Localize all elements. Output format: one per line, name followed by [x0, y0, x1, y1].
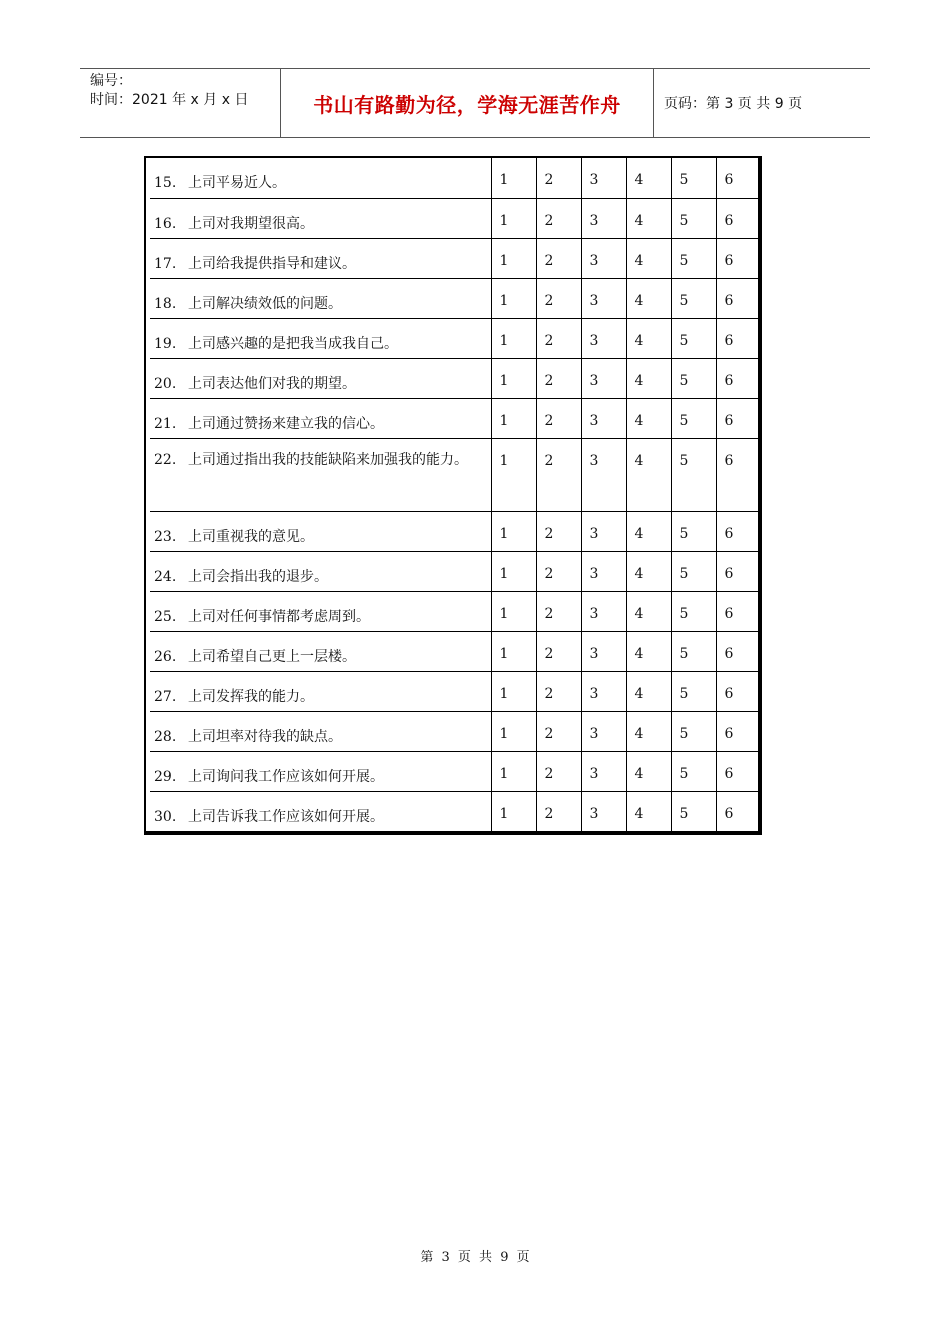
- rating-option-5[interactable]: 5: [671, 278, 716, 318]
- rating-option-4[interactable]: 4: [626, 671, 671, 711]
- item-number: 28.: [154, 728, 177, 745]
- item-number: 20.: [154, 375, 177, 392]
- rating-option-3[interactable]: 3: [581, 591, 626, 631]
- rating-option-5[interactable]: 5: [671, 198, 716, 238]
- rating-option-3[interactable]: 3: [581, 318, 626, 358]
- item-text: 上司通过赞扬来建立我的信心。: [188, 415, 384, 432]
- table-row: [150, 398, 758, 438]
- table-row: [150, 791, 758, 831]
- table-row: [150, 591, 758, 631]
- rating-option-3[interactable]: 3: [581, 551, 626, 591]
- rating-option-4[interactable]: 4: [626, 278, 671, 318]
- rating-option-4[interactable]: 4: [626, 791, 671, 831]
- rating-option-6[interactable]: 6: [716, 551, 758, 591]
- rating-option-4[interactable]: 4: [626, 318, 671, 358]
- item-text: 上司感兴趣的是把我当成我自己。: [188, 335, 398, 352]
- rating-option-2[interactable]: 2: [536, 358, 581, 398]
- rating-option-4[interactable]: 4: [626, 751, 671, 791]
- rating-option-1[interactable]: 1: [491, 278, 536, 318]
- rating-option-2[interactable]: 2: [536, 198, 581, 238]
- item-cell: [150, 198, 491, 238]
- rating-option-2[interactable]: 2: [536, 751, 581, 791]
- rating-option-6[interactable]: 6: [716, 278, 758, 318]
- item-text: 上司询问我工作应该如何开展。: [188, 768, 384, 785]
- rating-option-5[interactable]: 5: [671, 631, 716, 671]
- rating-option-3[interactable]: 3: [581, 238, 626, 278]
- item-text: 上司对任何事情都考虑周到。: [188, 608, 370, 625]
- item-text: 上司重视我的意见。: [188, 528, 314, 545]
- item-text: 上司希望自己更上一层楼。: [188, 648, 356, 665]
- rating-option-5[interactable]: 5: [671, 318, 716, 358]
- item-cell: [150, 158, 491, 198]
- rating-option-3[interactable]: 3: [581, 158, 626, 198]
- item-number: 16.: [154, 215, 177, 232]
- survey-table-frame: [144, 156, 762, 835]
- rating-option-4[interactable]: 4: [626, 198, 671, 238]
- rating-option-1[interactable]: 1: [491, 358, 536, 398]
- item-cell: [150, 318, 491, 358]
- rating-option-3[interactable]: 3: [581, 671, 626, 711]
- rating-option-5[interactable]: 5: [671, 398, 716, 438]
- item-cell: [150, 358, 491, 398]
- rating-option-1[interactable]: 1: [491, 751, 536, 791]
- rating-option-5[interactable]: 5: [671, 358, 716, 398]
- rating-option-6[interactable]: 6: [716, 631, 758, 671]
- table-row: [150, 318, 758, 358]
- rating-option-2[interactable]: 2: [536, 671, 581, 711]
- rating-option-3[interactable]: 3: [581, 511, 626, 551]
- rating-option-5[interactable]: 5: [671, 158, 716, 198]
- item-cell: [150, 551, 491, 591]
- item-number: 26.: [154, 648, 177, 665]
- item-cell: [150, 438, 491, 511]
- table-row: [150, 358, 758, 398]
- rating-option-6[interactable]: 6: [716, 198, 758, 238]
- rating-option-5[interactable]: 5: [671, 791, 716, 831]
- table-row: [150, 158, 758, 198]
- rating-option-3[interactable]: 3: [581, 398, 626, 438]
- rating-option-1[interactable]: 1: [491, 591, 536, 631]
- item-cell: [150, 751, 491, 791]
- rating-option-1[interactable]: 1: [491, 631, 536, 671]
- rating-option-4[interactable]: 4: [626, 631, 671, 671]
- rating-option-4[interactable]: 4: [626, 438, 671, 511]
- rating-option-5[interactable]: 5: [671, 238, 716, 278]
- table-row: [150, 551, 758, 591]
- rating-option-3[interactable]: 3: [581, 751, 626, 791]
- table-row: [150, 198, 758, 238]
- rating-option-6[interactable]: 6: [716, 438, 758, 511]
- survey-table: [150, 158, 758, 831]
- rating-option-4[interactable]: 4: [626, 551, 671, 591]
- rating-option-2[interactable]: 2: [536, 791, 581, 831]
- item-number: 15.: [154, 175, 177, 191]
- page-header: [80, 68, 870, 138]
- item-number: 23.: [154, 528, 177, 545]
- item-cell: [150, 591, 491, 631]
- date-label: 时间：2021 年 x 月 x 日: [90, 92, 249, 108]
- table-row: [150, 438, 758, 511]
- rating-option-2[interactable]: 2: [536, 318, 581, 358]
- item-text: 上司发挥我的能力。: [188, 688, 314, 705]
- rating-option-3[interactable]: 3: [581, 631, 626, 671]
- table-row: [150, 278, 758, 318]
- rating-option-1[interactable]: 1: [491, 198, 536, 238]
- rating-option-1[interactable]: 1: [491, 551, 536, 591]
- item-number: 24.: [154, 568, 177, 585]
- rating-option-3[interactable]: 3: [581, 278, 626, 318]
- rating-option-1[interactable]: 1: [491, 318, 536, 358]
- survey-rows: [150, 158, 758, 831]
- table-row: [150, 511, 758, 551]
- header-page-info: 页码：第 3 页 共 9 页: [664, 96, 803, 112]
- rating-option-6[interactable]: 6: [716, 711, 758, 751]
- item-cell: [150, 631, 491, 671]
- rating-option-1[interactable]: 1: [491, 158, 536, 198]
- table-row: [150, 238, 758, 278]
- rating-option-4[interactable]: 4: [626, 238, 671, 278]
- table-row: [150, 711, 758, 751]
- rating-option-5[interactable]: 5: [671, 751, 716, 791]
- rating-option-6[interactable]: 6: [716, 591, 758, 631]
- code-label: 编号：: [90, 73, 132, 89]
- rating-option-6[interactable]: 6: [716, 358, 758, 398]
- rating-option-5[interactable]: 5: [671, 591, 716, 631]
- item-number: 22.: [154, 451, 177, 468]
- item-cell: [150, 398, 491, 438]
- rating-option-5[interactable]: 5: [671, 711, 716, 751]
- rating-option-3[interactable]: 3: [581, 438, 626, 511]
- rating-option-2[interactable]: 2: [536, 158, 581, 198]
- rating-option-2[interactable]: 2: [536, 238, 581, 278]
- item-number: 30.: [154, 808, 177, 825]
- rating-option-3[interactable]: 3: [581, 791, 626, 831]
- rating-option-1[interactable]: 1: [491, 511, 536, 551]
- item-cell: [150, 511, 491, 551]
- rating-option-1[interactable]: 1: [491, 438, 536, 511]
- rating-option-6[interactable]: 6: [716, 238, 758, 278]
- rating-option-1[interactable]: 1: [491, 711, 536, 751]
- table-row: [150, 751, 758, 791]
- item-cell: [150, 791, 491, 831]
- table-row: [150, 671, 758, 711]
- header-motto: 书山有路勤为径，学海无涯苦作舟: [281, 69, 654, 137]
- rating-option-6[interactable]: 6: [716, 398, 758, 438]
- rating-option-2[interactable]: 2: [536, 631, 581, 671]
- item-number: 18.: [154, 295, 177, 312]
- page-footer: 第 3 页 共 9 页: [420, 1250, 530, 1265]
- rating-option-4[interactable]: 4: [626, 711, 671, 751]
- table-row: [150, 631, 758, 671]
- rating-option-6[interactable]: 6: [716, 671, 758, 711]
- rating-option-6[interactable]: 6: [716, 751, 758, 791]
- item-text: 上司平易近人。: [188, 175, 286, 191]
- item-cell: [150, 711, 491, 751]
- item-cell: [150, 238, 491, 278]
- item-text: 上司给我提供指导和建议。: [188, 255, 356, 272]
- rating-option-6[interactable]: 6: [716, 158, 758, 198]
- rating-option-3[interactable]: 3: [581, 198, 626, 238]
- rating-option-1[interactable]: 1: [491, 398, 536, 438]
- item-text: 上司坦率对待我的缺点。: [188, 728, 342, 745]
- rating-option-2[interactable]: 2: [536, 551, 581, 591]
- item-text: 上司会指出我的退步。: [188, 568, 328, 585]
- rating-option-3[interactable]: 3: [581, 358, 626, 398]
- rating-option-1[interactable]: 1: [491, 791, 536, 831]
- header-meta: [80, 69, 281, 137]
- rating-option-4[interactable]: 4: [626, 358, 671, 398]
- rating-option-6[interactable]: 6: [716, 791, 758, 831]
- rating-option-5[interactable]: 5: [671, 511, 716, 551]
- rating-option-5[interactable]: 5: [671, 438, 716, 511]
- rating-option-3[interactable]: 3: [581, 711, 626, 751]
- item-number: 27.: [154, 688, 177, 705]
- item-text: 上司对我期望很高。: [188, 215, 314, 232]
- item-cell: [150, 671, 491, 711]
- rating-option-2[interactable]: 2: [536, 438, 581, 511]
- item-text: 上司表达他们对我的期望。: [188, 375, 356, 392]
- item-number: 21.: [154, 415, 177, 432]
- rating-option-4[interactable]: 4: [626, 511, 671, 551]
- rating-option-5[interactable]: 5: [671, 671, 716, 711]
- rating-option-2[interactable]: 2: [536, 278, 581, 318]
- rating-option-5[interactable]: 5: [671, 551, 716, 591]
- rating-option-2[interactable]: 2: [536, 398, 581, 438]
- rating-option-6[interactable]: 6: [716, 511, 758, 551]
- rating-option-4[interactable]: 4: [626, 591, 671, 631]
- rating-option-4[interactable]: 4: [626, 398, 671, 438]
- item-text: 上司通过指出我的技能缺陷来加强我的能力。: [188, 451, 468, 468]
- item-number: 17.: [154, 255, 177, 272]
- item-number: 29.: [154, 768, 177, 785]
- item-text: 上司解决绩效低的问题。: [188, 295, 342, 312]
- rating-option-6[interactable]: 6: [716, 318, 758, 358]
- item-number: 19.: [154, 335, 177, 352]
- rating-option-2[interactable]: 2: [536, 591, 581, 631]
- rating-option-2[interactable]: 2: [536, 511, 581, 551]
- rating-option-1[interactable]: 1: [491, 238, 536, 278]
- item-number: 25.: [154, 608, 177, 625]
- rating-option-4[interactable]: 4: [626, 158, 671, 198]
- rating-option-1[interactable]: 1: [491, 671, 536, 711]
- rating-option-2[interactable]: 2: [536, 711, 581, 751]
- item-cell: [150, 278, 491, 318]
- item-text: 上司告诉我工作应该如何开展。: [188, 808, 384, 825]
